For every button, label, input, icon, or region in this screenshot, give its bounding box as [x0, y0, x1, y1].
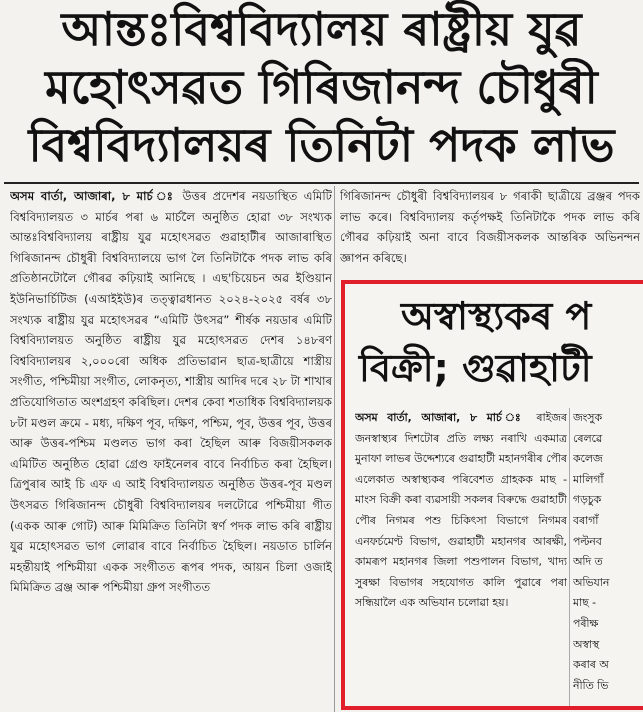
boxed-article-column-1	[355, 408, 567, 708]
page-bottom-edge	[0, 712, 643, 722]
side-line: মাছ -	[573, 596, 596, 610]
boxed-headline	[345, 290, 643, 394]
headline-line-1: আন্তঃবিশ্ববিদ্যালয় ৰাষ্ট্ৰীয় যুৱ	[61, 2, 582, 56]
side-line: মালিগাঁ	[573, 472, 604, 486]
boxed-headline-line-1: অস্বাস্থ্যকৰ প	[401, 294, 592, 338]
side-line: জংসুক	[573, 411, 602, 424]
headline-line-2: মহোৎসৱত গিৰিজানন্দ চৌধুৰী	[45, 60, 598, 114]
boxed-column-divider	[569, 408, 570, 708]
side-line: ৰেলৱে	[573, 431, 603, 445]
article-dateline: অসম বাৰ্তা, আজাৰা, ৮ মাৰ্চ ঃ	[10, 189, 183, 203]
side-line: কৰাৰ অ	[573, 658, 609, 672]
side-line: কলেজ	[573, 452, 603, 466]
main-headline	[0, 0, 643, 182]
side-line: নীতি ভি	[573, 678, 609, 692]
article-continued: গিৰিজানন্দ চৌধুৰী বিশ্ববিদ্যালয়ৰ ৮ গৰাকী ছাত্ৰীয়ে ব্ৰঞ্জৰ পদক লাভ কৰে। বিশ্ববিদ্যালয় কৰ্তৃপক্ষই তিনিটাকৈ পদক লাভ কৰি গৌৰৱ কঢ়িয়াই অনা বাবে বিজয়ীসকলক আন্তৰিক অভিনন্দন জ্ঞাপন কৰিছে।	[340, 189, 640, 265]
boxed-article-column-2	[573, 408, 643, 708]
article-column-left	[10, 186, 332, 722]
article-body: উত্তৰ প্ৰদেশৰ নয়ডাস্থিত এমিটি বিশ্ববিদ্যালয়ত ৩ মাৰ্চৰ পৰা ৬ মাৰ্চলৈ অনুষ্ঠিত হোৱা ৩৮ সংখ্যক আন্তঃবিশ্ববিদ্যালয় ৰাষ্ট্ৰীয় যুৱ মহোৎসৱত গুৱাহাটীৰ আজাৰাস্থিত গিৰিজানন্দ চৌধুৰী বিশ্ববিদ্যালয়ে ভাগ লৈ তিনিটাকৈ পদক লাভ কৰি প্ৰতিষ্ঠানটোলৈ গৌৰৱ কঢ়িয়াই আনিছে । এছ'চিয়েচন অৱ ইণ্ডিয়ান ইউনিভাৰ্চিটিজ (এআইইউ)ৰ তত্ত্বাৱধানত ২০২৪-২০২৫ বৰ্ষৰ ৩৮ সংখ্যক ৰাষ্ট্ৰীয় যুৱ মহোৎসৱৰ “এমিটি উৎসৱ” শীৰ্ষক নয়ডাৰ এমিটি বিশ্ববিদ্যালয়ত অনুষ্ঠিত ৰাষ্ট্ৰীয় যুৱ মহোৎসৱত দেশৰ ১৪৮ৰণ বিশ্ববিদ্যালয়ৰ ২,০০০ৰো অধিক প্ৰতিভাৱান ছাত্ৰ-ছাত্ৰীয়ে শাস্ত্ৰীয় সংগীত, পশ্চিমীয়া সংগীত, লোকনৃত্য, শাস্ত্ৰীয় আদিৰ দৰে ২৮ টা শাখাৰ প্ৰতিযোগিতাত অংশগ্ৰহণ কৰিছিল। দেশৰ কেবা শতাধিক বিশ্ববিদ্যালয়ক ৮টা মণ্ডল ক্ৰমে - মধ্য, দক্ষিণ পূব, দক্ষিণ, পশ্চিম, পূব, উত্তৰ পূব, উত্তৰ আৰু উত্তৰ-পশ্চিম মণ্ডলত ভাগ কৰা হৈছিল আৰু বিজয়ীসকলক এমিটিত অনুষ্ঠিত হোৱা গ্ৰেণ্ড ফাইনেলৰ বাবে নিৰ্বাচিত কৰা হৈছিল। ত্ৰিপুৰাৰ আই চি এফ এ আই বিশ্ববিদ্যালয়ত অনুষ্ঠিত উত্তৰ-পূব মণ্ডল উৎসৱত গিৰিজানন্দ চৌধুৰী বিশ্ববিদ্যালয়ৰ দলটোৱে পশ্চিমীয়া গীত (একক আৰু গোট) আৰু মিমিক্ৰিত তিনিটা স্বৰ্ণ পদক লাভ কৰি ৰাষ্ট্ৰীয় যুৱ মহোৎসৱত ভাগ লোৱাৰ বাবে নিৰ্বাচিত হৈছিল। নয়ডাত চাৰ্লিন মহন্তীয়াই পশ্চিমীয়া একক সংগীতত ৰূপৰ পদক, আয়ন চিলা ওজাই মিমিক্ৰিত ব্ৰঞ্জ আৰু পশ্চিমীয়া গ্ৰুপ সংগীতত	[10, 189, 332, 595]
side-line: পল্টনব	[573, 534, 602, 548]
side-line: বৰাগাঁ	[573, 513, 599, 527]
side-line: পৰীক্ষ	[573, 616, 599, 630]
column-divider	[334, 186, 335, 722]
boxed-article-body: ৰাইজৰ জনস্বাস্থ্যৰ দিশটোৰ প্ৰতি লক্ষ্য নৰাখি একমাত্ৰ মুনাফা লাভৰ উদ্দেশ্যৰে গুৱাহাটী মহানগৰীৰ পৌৰ এলেকাত অস্বাস্থ্যকৰ পৰিবেশত গ্ৰাহকক মাছ - মাংস বিক্ৰী কৰা ব্যৱসায়ী সকলৰ বিৰুদ্ধে গুৱাহাটী পৌৰ নিগমৰ পশু চিকিৎসা বিভাগে নিগমৰ এনফৰ্চমেণ্ট বিভাগ, গুৱাহাটী মহানগৰ আৰক্ষী, কামৰূপ মহানগৰ জিলা পশুপালন বিভাগ, খাদ্য সুৰক্ষা বিভাগৰ সহযোগত কালি পুৱাৰে পৰা সন্ধিয়ালৈ এক অভিযান চলোৱা হয়।	[355, 411, 567, 610]
side-line: অদি ত	[573, 555, 603, 569]
boxed-dateline: অসম বাৰ্তা, আজাৰা, ৮ মাৰ্চ ঃ	[355, 411, 537, 424]
side-line: অভিযান	[573, 575, 610, 589]
headline-divider	[4, 182, 639, 184]
side-line: অস্বাস্থ	[573, 637, 600, 651]
headline-line-3: বিশ্ববিদ্যালয়ৰ তিনিটা পদক লাভ	[28, 118, 615, 172]
boxed-headline-line-2: বিক্ৰী; গুৱাহাটী	[359, 346, 592, 390]
side-line: গড়চুক	[573, 493, 602, 507]
boxed-article	[341, 280, 643, 710]
